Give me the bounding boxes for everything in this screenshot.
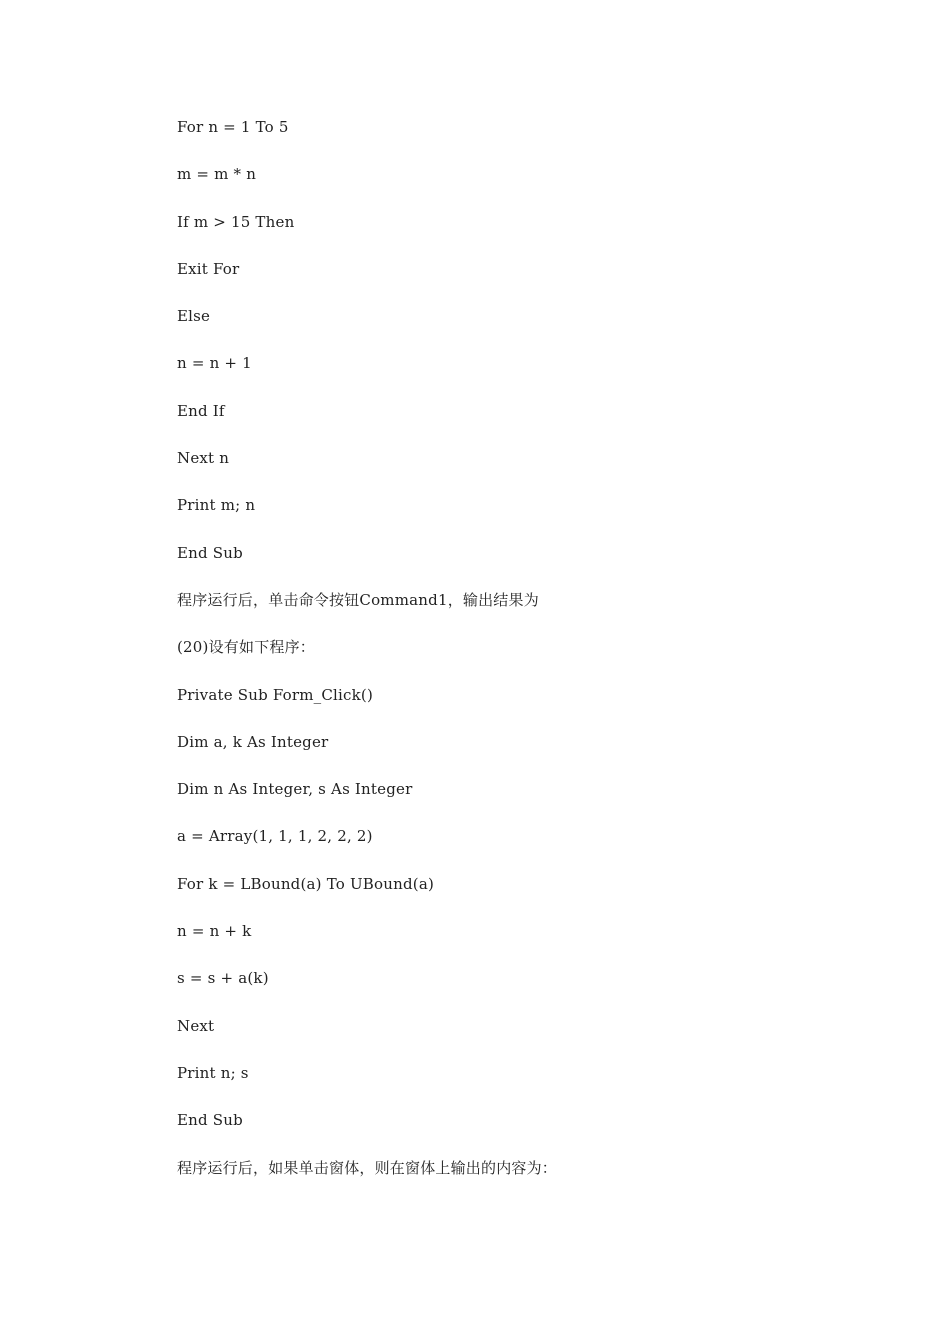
code-line: a = Array(1, 1, 1, 2, 2, 2) <box>177 827 373 846</box>
document-content <box>177 117 877 1205</box>
code-line: n = n + k <box>177 922 252 941</box>
code-line: Next n <box>177 449 230 468</box>
code-line: Exit For <box>177 259 240 278</box>
code-line: For k = LBound(a) To UBound(a) <box>177 874 435 893</box>
code-line: Print n; s <box>177 1063 249 1082</box>
code-line: m = m * n <box>177 165 257 184</box>
code-line: End If <box>177 401 225 420</box>
code-line: End Sub <box>177 1111 243 1130</box>
code-line: Dim n As Integer, s As Integer <box>177 780 413 799</box>
question-heading: (20)设有如下程序： <box>177 638 315 657</box>
code-line: s = s + a(k) <box>177 969 269 988</box>
question-text: 程序运行后，如果单击窗体，则在窗体上输出的内容为： <box>177 1158 558 1177</box>
code-line: Print m; n <box>177 496 256 515</box>
code-line: If m > 15 Then <box>177 212 295 231</box>
code-line: Next <box>177 1016 215 1035</box>
code-line: For n = 1 To 5 <box>177 118 289 136</box>
code-line: Dim a, k As Integer <box>177 732 329 751</box>
code-line: Else <box>177 307 211 326</box>
question-text: 程序运行后，单击命令按钮Command1，输出结果为 <box>177 590 539 609</box>
code-line: End Sub <box>177 543 243 562</box>
code-line: Private Sub Form_Click() <box>177 685 374 704</box>
code-line: n = n + 1 <box>177 354 252 373</box>
